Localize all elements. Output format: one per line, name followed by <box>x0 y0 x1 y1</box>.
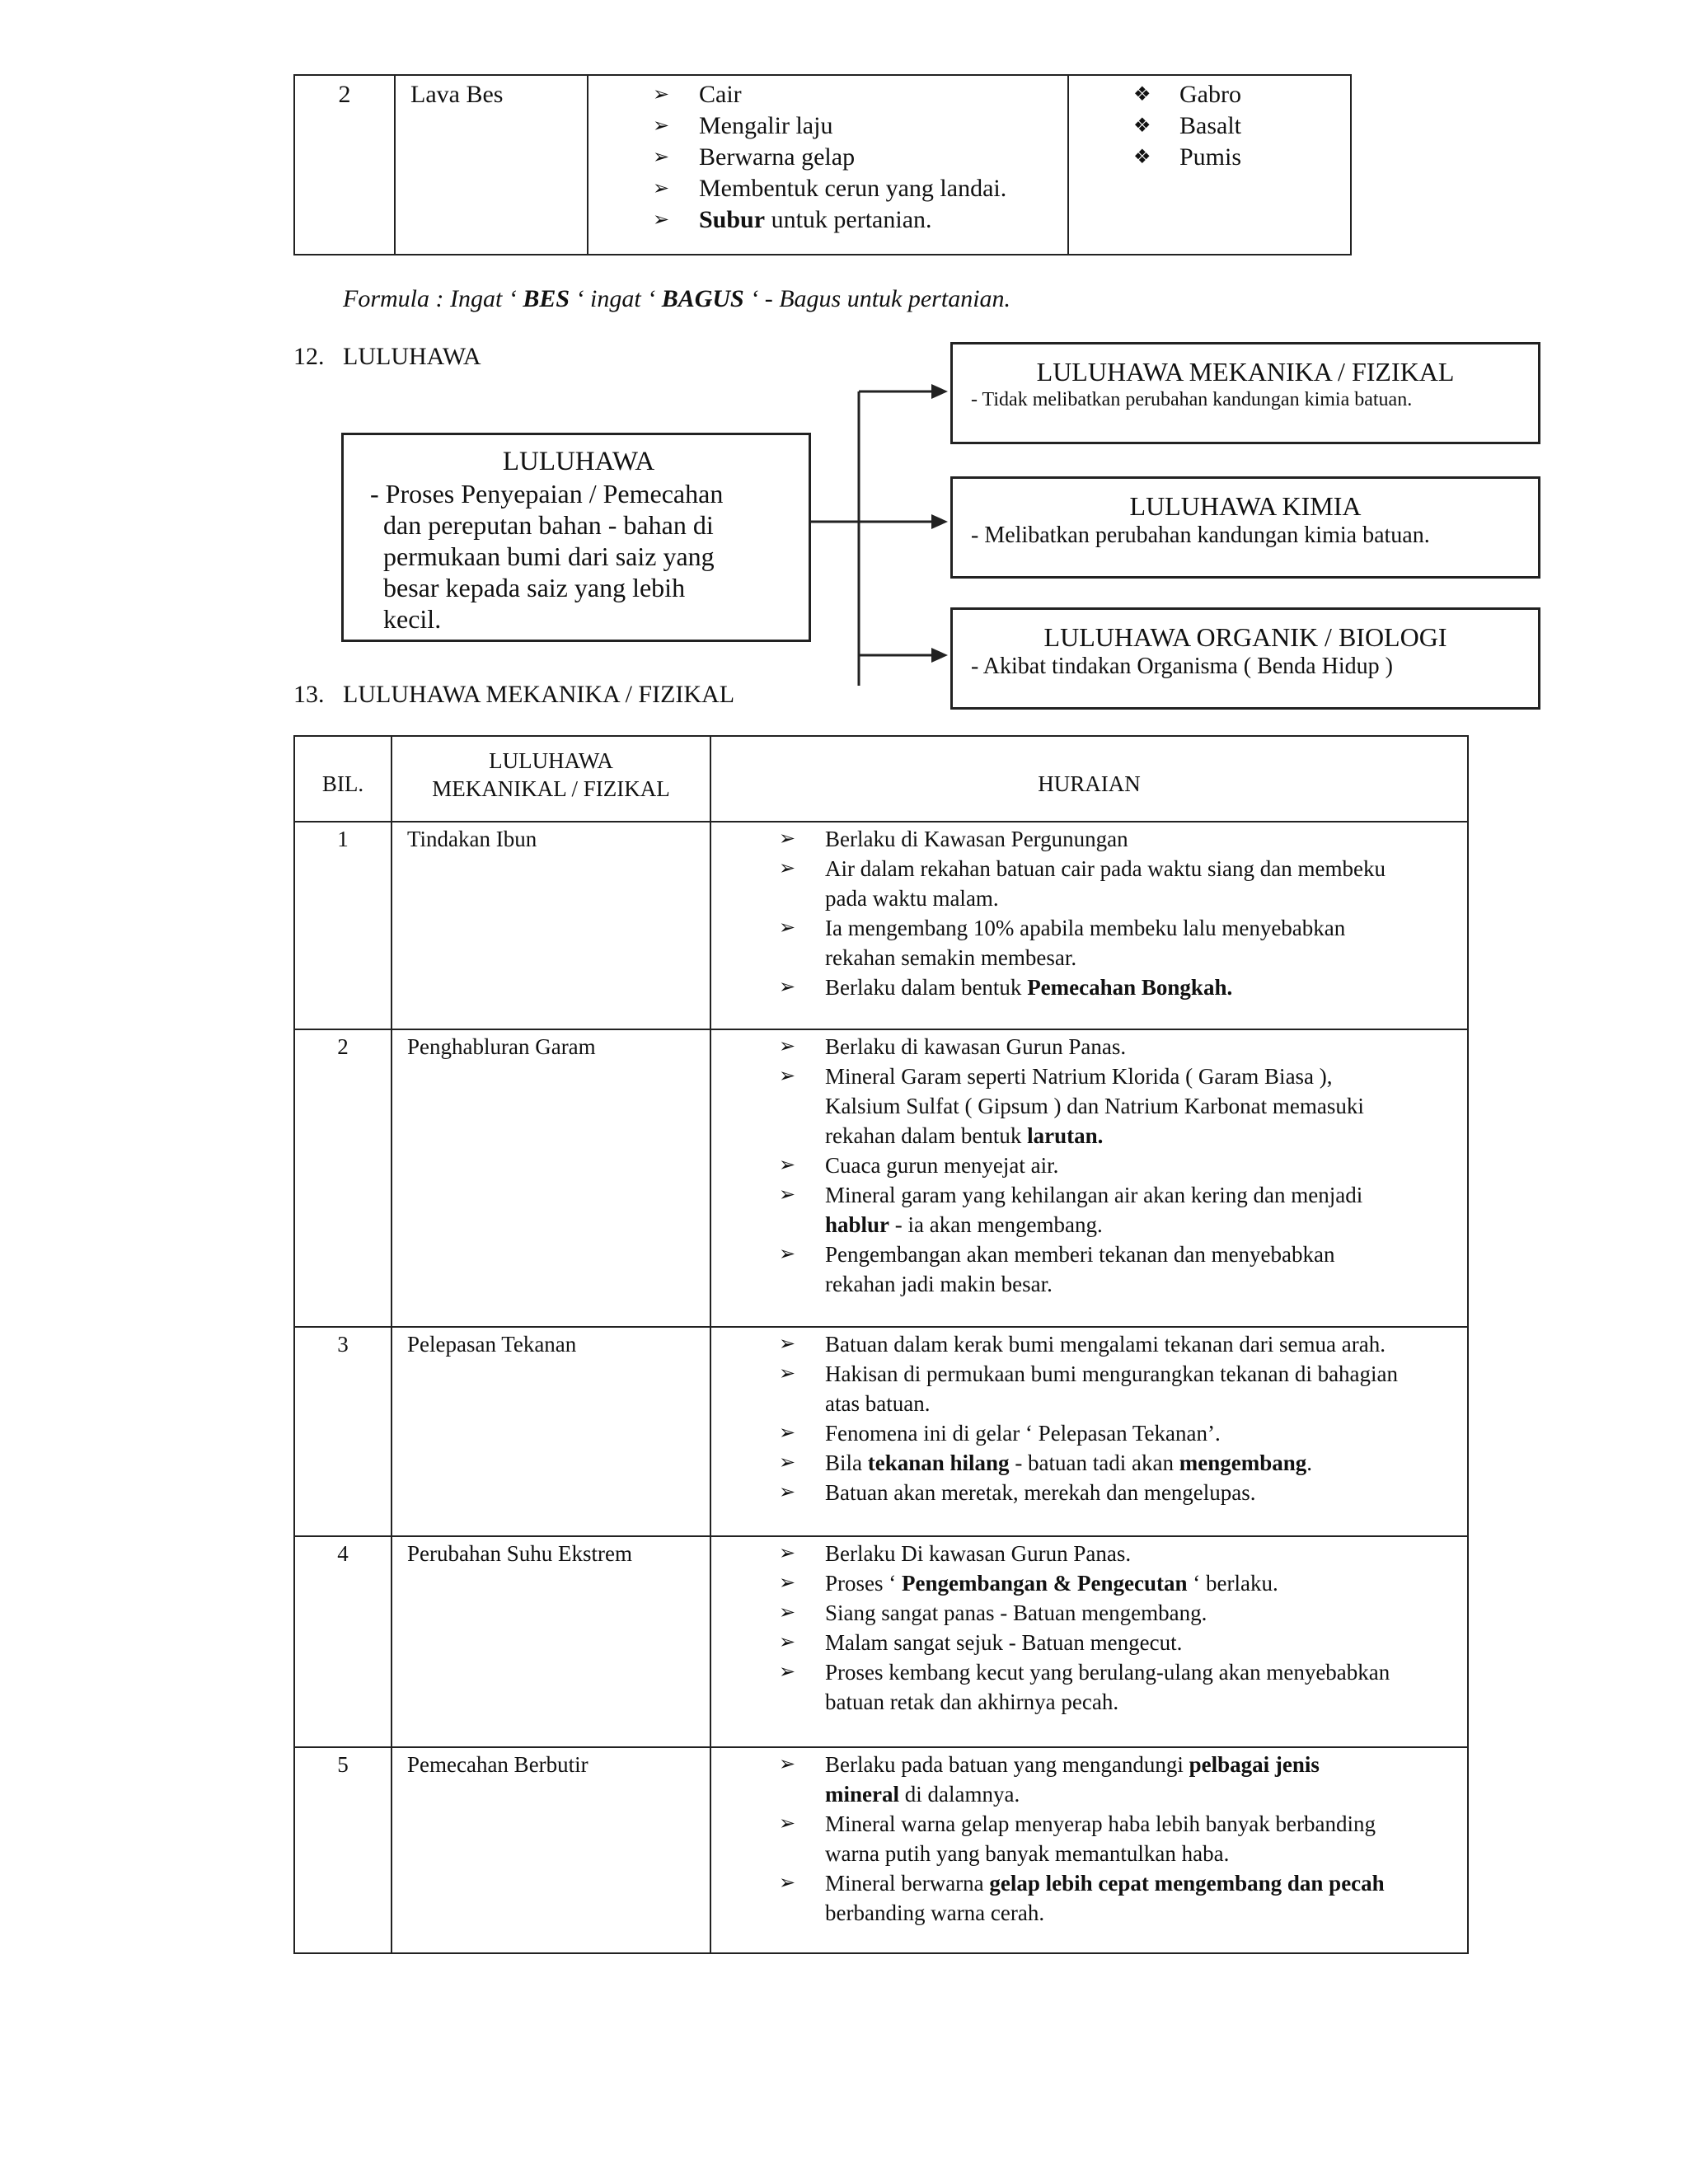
description-line <box>825 1062 1459 1091</box>
description-text: Siang sangat panas - Batuan mengembang. <box>825 1601 1207 1625</box>
row-type-name: Pelepasan Tekanan <box>392 1327 710 1536</box>
description-text: Berlaku Di kawasan Gurun Panas. <box>825 1541 1132 1566</box>
lava-trait-item <box>699 173 1067 204</box>
description-line <box>825 1868 1459 1898</box>
row-type-name: Tindakan Ibun <box>392 822 710 1029</box>
lava-trait-text: Berwarna gelap <box>699 143 856 171</box>
row-type-name: Pemecahan Berbutir <box>392 1747 710 1953</box>
description-text: Batuan akan meretak, merekah dan mengelupas. <box>825 1480 1256 1505</box>
description-text: Kalsium Sulfat ( Gipsum ) dan Natrium Karbonat memasuki <box>825 1094 1364 1118</box>
description-text: . <box>1306 1451 1312 1475</box>
lava-trait-bold: Subur <box>699 206 766 233</box>
description-item <box>825 1151 1459 1180</box>
luluhawa-main-line-1: dan pereputan bahan - bahan di <box>383 510 714 540</box>
lava-row-number: 2 <box>294 75 395 255</box>
description-text: Cuaca gurun menyejat air. <box>825 1153 1059 1178</box>
description-line <box>825 1809 1459 1839</box>
lava-rock-item: ❖ Pumis <box>1179 142 1350 173</box>
description-line <box>825 824 1459 854</box>
luluhawa-main-box <box>341 433 811 642</box>
description-line <box>825 1628 1459 1657</box>
table-row <box>294 1747 1468 1953</box>
lava-row-name: Lava Bes <box>395 75 588 255</box>
description-text: warna putih yang banyak memantulkan haba. <box>825 1841 1230 1866</box>
description-text: Mineral garam yang kehilangan air akan kering dan menjadi <box>825 1183 1363 1207</box>
description-line <box>825 1359 1459 1389</box>
description-line <box>825 972 1459 1002</box>
description-line <box>825 1657 1459 1687</box>
lava-trait-text: Cair <box>699 81 742 108</box>
table-header-row <box>294 736 1468 822</box>
description-line <box>825 1032 1459 1062</box>
description-item <box>825 1448 1459 1478</box>
description-text: batuan retak dan akhirnya pecah. <box>825 1690 1119 1714</box>
formula-bold-1: BES <box>523 285 570 312</box>
description-item <box>825 1750 1459 1809</box>
formula-text-3: ‘ - Bagus untuk pertanian. <box>743 285 1011 312</box>
luluhawa-main-line-2: permukaan bumi dari saiz yang <box>383 541 715 571</box>
description-item <box>825 1598 1459 1628</box>
row-description <box>710 1029 1468 1327</box>
row-bil: 2 <box>294 1029 392 1327</box>
description-text: Mineral berwarna <box>825 1871 990 1896</box>
description-line <box>825 913 1459 943</box>
description-list <box>825 1539 1459 1717</box>
description-line <box>825 1539 1459 1568</box>
description-line <box>825 1898 1459 1928</box>
description-item <box>825 1539 1459 1568</box>
description-item <box>825 1568 1459 1598</box>
section-13-title: LULUHAWA MEKANIKA / FIZIKAL <box>343 681 735 708</box>
description-line <box>825 1779 1459 1809</box>
description-line <box>825 1180 1459 1210</box>
description-item <box>825 1809 1459 1868</box>
row-description <box>710 1536 1468 1747</box>
description-item <box>825 972 1459 1002</box>
kimia-box <box>950 476 1540 579</box>
lava-trait-item <box>699 79 1067 110</box>
description-line <box>825 1687 1459 1717</box>
description-text: Hakisan di permukaan bumi mengurangkan tekanan di bahagian <box>825 1361 1399 1386</box>
description-text: Proses ‘ <box>825 1571 902 1596</box>
description-text: di dalamnya. <box>898 1782 1020 1807</box>
description-bold: larutan. <box>1027 1123 1104 1148</box>
lava-table <box>293 74 1352 255</box>
description-item <box>825 1657 1459 1717</box>
description-item <box>825 1062 1459 1151</box>
description-line <box>825 1839 1459 1868</box>
organik-box-title: LULUHAWA ORGANIK / BIOLOGI <box>1043 622 1447 652</box>
lava-trait-item <box>699 204 1067 236</box>
description-line <box>825 1091 1459 1121</box>
mekanika-box <box>950 342 1540 444</box>
row-description <box>710 822 1468 1029</box>
arrow-head-2 <box>931 514 948 529</box>
row-type-name: Perubahan Suhu Ekstrem <box>392 1536 710 1747</box>
section-12-number: 12. <box>293 343 325 370</box>
header-type-line-2: MEKANIKAL / FIZIKAL <box>432 776 670 801</box>
luluhawa-main-line-3: besar kepada saiz yang lebih <box>383 573 686 602</box>
table-row <box>294 1536 1468 1747</box>
row-bil: 5 <box>294 1747 392 1953</box>
organik-box <box>950 607 1540 710</box>
lava-trait-text: untuk pertanian. <box>765 206 932 233</box>
table-row <box>294 1327 1468 1536</box>
description-item <box>825 1180 1459 1240</box>
diagram-connectors <box>808 379 956 692</box>
description-text: Malam sangat sejuk - Batuan mengecut. <box>825 1630 1183 1655</box>
description-bold: pelbagai jenis <box>1189 1752 1320 1777</box>
lava-rocks-cell <box>1068 75 1351 255</box>
description-list <box>825 824 1459 1002</box>
description-bold: Pengembangan & Pengecutan <box>902 1571 1188 1596</box>
mekanika-box-desc: - Tidak melibatkan perubahan kandungan kimia batuan. <box>971 389 1413 410</box>
header-bil: BIL. <box>294 736 392 822</box>
formula-text-2: ‘ ingat ‘ <box>570 285 662 312</box>
formula-bold-2: BAGUS <box>661 285 744 312</box>
row-description <box>710 1747 1468 1953</box>
header-type <box>392 736 710 822</box>
lava-rock-item: ❖ Gabro <box>1179 79 1350 110</box>
lava-rock-item: ❖ Basalt <box>1179 110 1350 142</box>
description-text: Ia mengembang 10% apabila membeku lalu menyebabkan <box>825 916 1346 940</box>
description-text: Fenomena ini di gelar ‘ Pelepasan Tekanan’. <box>825 1421 1221 1446</box>
mekanika-box-title: LULUHAWA MEKANIKA / FIZIKAL <box>1036 357 1455 387</box>
lava-trait-item <box>699 110 1067 142</box>
row-bil: 3 <box>294 1327 392 1536</box>
description-item <box>825 854 1459 913</box>
description-bold: gelap lebih cepat mengembang dan pecah <box>989 1871 1385 1896</box>
description-line <box>825 1389 1459 1418</box>
description-item <box>825 1478 1459 1507</box>
description-item <box>825 824 1459 854</box>
lava-traits-cell <box>588 75 1068 255</box>
table-row <box>294 1029 1468 1327</box>
description-text: berbanding warna cerah. <box>825 1900 1045 1925</box>
description-text: Batuan dalam kerak bumi mengalami tekanan dari semua arah. <box>825 1332 1386 1357</box>
description-line <box>825 1269 1459 1299</box>
lava-trait-text: Membentuk cerun yang landai. <box>699 175 1007 202</box>
organik-box-desc: - Akibat tindakan Organisma ( Benda Hidup ) <box>971 654 1393 679</box>
description-line <box>825 1568 1459 1598</box>
description-line <box>825 1448 1459 1478</box>
description-text: Proses kembang kecut yang berulang-ulang akan menyebabkan <box>825 1660 1390 1685</box>
description-item <box>825 1868 1459 1928</box>
description-bold: mengembang <box>1179 1451 1307 1475</box>
description-item <box>825 1329 1459 1359</box>
arrow-head-3 <box>931 648 948 663</box>
description-text: rekahan dalam bentuk <box>825 1123 1028 1148</box>
description-item <box>825 1359 1459 1418</box>
description-line <box>825 1151 1459 1180</box>
description-text: Berlaku pada batuan yang mengandungi <box>825 1752 1189 1777</box>
kimia-box-desc: - Melibatkan perubahan kandungan kimia batuan. <box>971 523 1430 548</box>
description-line <box>825 854 1459 883</box>
formula-note <box>343 284 1010 315</box>
description-line <box>825 1478 1459 1507</box>
description-text: pada waktu malam. <box>825 886 999 911</box>
luluhawa-main-line-4: kecil. <box>383 604 442 634</box>
description-line <box>825 1598 1459 1628</box>
description-line <box>825 1240 1459 1269</box>
description-text: Mineral Garam seperti Natrium Klorida ( Garam Biasa ), <box>825 1064 1333 1089</box>
header-desc: HURAIAN <box>710 736 1468 822</box>
description-text: Bila <box>825 1451 868 1475</box>
description-line <box>825 943 1459 972</box>
section-13-number: 13. <box>293 681 325 708</box>
lava-row <box>294 75 1351 255</box>
luluhawa-main-definition: - Proses Penyepaian / Pemecahan <box>370 479 724 509</box>
section-13-heading <box>293 679 735 710</box>
description-line <box>825 1210 1459 1240</box>
description-line <box>825 883 1459 913</box>
lava-traits-list <box>699 79 1067 236</box>
formula-text-1: Formula : Ingat ‘ <box>343 285 523 312</box>
description-list <box>825 1750 1459 1928</box>
description-text: atas batuan. <box>825 1391 931 1416</box>
section-12-title: LULUHAWA <box>343 343 481 370</box>
description-text: rekahan jadi makin besar. <box>825 1272 1053 1296</box>
luluhawa-main-title: LULUHAWA <box>502 447 655 476</box>
description-text: rekahan semakin membesar. <box>825 945 1077 970</box>
arrow-head-1 <box>931 384 948 399</box>
description-item <box>825 1240 1459 1299</box>
row-bil: 1 <box>294 822 392 1029</box>
description-text: Pengembangan akan memberi tekanan dan menyebabkan <box>825 1242 1335 1267</box>
description-item <box>825 913 1459 972</box>
luluhawa-mekanikal-table <box>293 735 1469 1954</box>
lava-trait-text: Mengalir laju <box>699 112 833 139</box>
description-text: Berlaku dalam bentuk <box>825 975 1028 1000</box>
description-text: Air dalam rekahan batuan cair pada waktu siang dan membeku <box>825 856 1386 881</box>
row-type-name: Penghabluran Garam <box>392 1029 710 1327</box>
description-item <box>825 1418 1459 1448</box>
description-text: Berlaku di kawasan Gurun Panas. <box>825 1034 1127 1059</box>
section-12-heading <box>293 341 481 373</box>
table-row <box>294 822 1468 1029</box>
kimia-box-title: LULUHAWA KIMIA <box>1129 491 1362 521</box>
lava-trait-item <box>699 142 1067 173</box>
description-item <box>825 1032 1459 1062</box>
description-line <box>825 1418 1459 1448</box>
description-text: Berlaku di Kawasan Pergunungan <box>825 827 1128 851</box>
description-bold: tekanan hilang <box>867 1451 1010 1475</box>
row-description <box>710 1327 1468 1536</box>
description-line <box>825 1329 1459 1359</box>
description-text: Mineral warna gelap menyerap haba lebih banyak berbanding <box>825 1811 1376 1836</box>
description-bold: Pemecahan Bongkah. <box>1027 975 1233 1000</box>
description-line <box>825 1121 1459 1151</box>
lava-rocks-list <box>1179 79 1350 173</box>
description-bold: mineral <box>825 1782 899 1807</box>
description-text: ‘ berlaku. <box>1187 1571 1278 1596</box>
description-line <box>825 1750 1459 1779</box>
row-bil: 4 <box>294 1536 392 1747</box>
description-text: - ia akan mengembang. <box>889 1212 1103 1237</box>
description-item <box>825 1628 1459 1657</box>
description-list <box>825 1032 1459 1299</box>
table-body <box>294 822 1468 1953</box>
description-list <box>825 1329 1459 1507</box>
description-text: - batuan tadi akan <box>1009 1451 1179 1475</box>
description-bold: hablur <box>825 1212 890 1237</box>
header-type-line-1: LULUHAWA <box>489 748 613 773</box>
